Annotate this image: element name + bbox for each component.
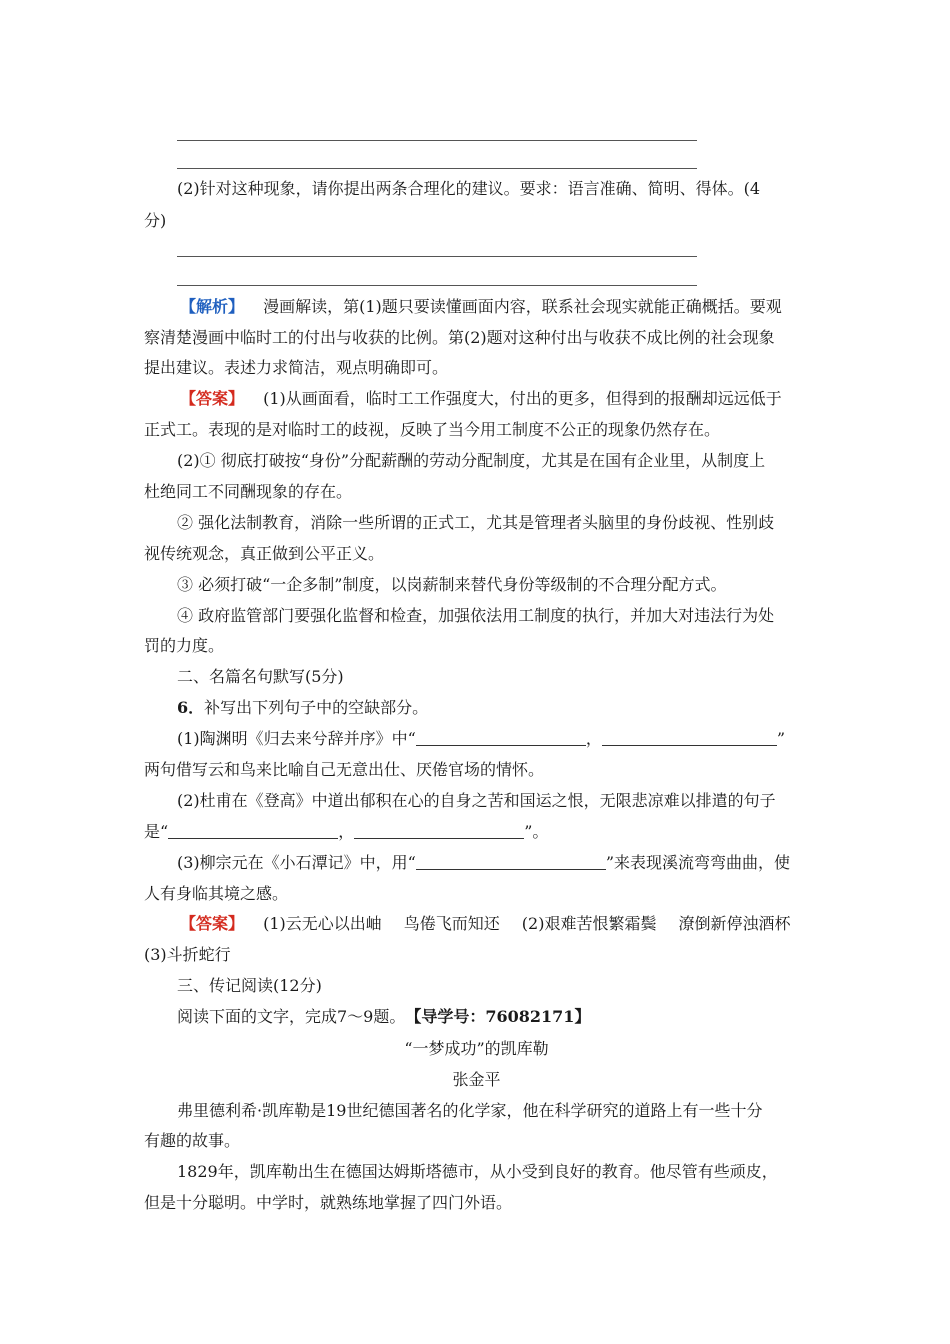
section-heading: 三、传记阅读(12分): [177, 976, 322, 995]
question-6: 6．补写出下列句子中的空缺部分。: [177, 698, 429, 717]
fill-blank[interactable]: [354, 822, 524, 839]
answer-line[interactable]: [177, 140, 697, 141]
analysis-line: 察清楚漫画中临时工的付出与收获的比例。第(2)题对这种付出与收获不成比例的社会现象: [144, 328, 775, 347]
article-paragraph: 有趣的故事。: [144, 1131, 241, 1150]
analysis-tag: 【解析】: [180, 297, 245, 316]
question-6-item-3: (3)柳宗元在《小石潭记》中，用“ ”来表现溪流弯弯曲曲，使: [177, 853, 791, 872]
analysis-line: 【解析】 漫画解读，第(1)题只要读懂画面内容，联系社会现实就能正确概括。要观: [180, 297, 782, 316]
question-5-part-2-cont: 分): [144, 211, 167, 230]
fill-blank[interactable]: [416, 853, 606, 870]
guide-number: 【导学号：76082171】: [413, 1007, 591, 1026]
answer-tag: 【答案】: [180, 389, 245, 408]
fill-blank[interactable]: [168, 822, 338, 839]
analysis-line: 提出建议。表述力求简洁，观点明确即可。: [144, 358, 449, 377]
answer-line-text: 罚的力度。: [144, 636, 225, 655]
answer-line-text: 正式工。表现的是对临时工的歧视，反映了当今用工制度不公正的现象仍然存在。: [144, 420, 721, 439]
question-6-item-1: (1)陶渊明《归去来兮辞并序》中“ ， ”: [177, 729, 786, 748]
question-5-part-2: (2)针对这种现象，请你提出两条合理化的建议。要求：语言准确、简明、得体。(4: [177, 179, 761, 198]
answer-line[interactable]: [177, 285, 697, 286]
article-author: 张金平: [452, 1070, 501, 1089]
question-6-item-3-cont: 人有身临其境之感。: [144, 884, 289, 903]
question-6-item-1-cont: 两句借写云和鸟来比喻自己无意出仕、厌倦官场的情怀。: [144, 760, 545, 779]
article-paragraph: 1829年，凯库勒出生在德国达姆斯塔德市，从小受到良好的教育。他尽管有些顽皮，: [177, 1162, 778, 1181]
question-6-item-2: (2)杜甫在《登高》中道出郁积在心的自身之苦和国运之恨，无限悲凉难以排遣的句子: [177, 791, 776, 810]
answer-tag: 【答案】: [180, 914, 245, 933]
section-heading: 二、名篇名句默写(5分): [177, 667, 344, 686]
answer-line-text: (2)① 彻底打破按“身份”分配薪酬的劳动分配制度，尤其是在国有企业里，从制度上: [177, 451, 766, 470]
answer-line-text: ② 强化法制教育，消除一些所谓的正式工，尤其是管理者头脑里的身份歧视、性别歧: [177, 513, 775, 532]
article-paragraph: 弗里德利希·凯库勒是19世纪德国著名的化学家，他在科学研究的道路上有一些十分: [177, 1101, 763, 1120]
answer-line-text: 视传统观念，真正做到公平正义。: [144, 544, 385, 563]
answer-line-text: ③ 必须打破“一企多制”制度，以岗薪制来替代身份等级制的不合理分配方式。: [177, 575, 727, 594]
fill-blank[interactable]: [602, 729, 777, 746]
answer-line-text: 【答案】 (1)云无心以出岫 鸟倦飞而知还 (2)艰难苦恨繁霜鬓 潦倒新停浊酒杯: [180, 914, 791, 933]
answer-line-text: 【答案】 (1)从画面看，临时工工作强度大，付出的更多，但得到的报酬却远远低于: [180, 389, 782, 408]
answer-line-text: 杜绝同工不同酬现象的存在。: [144, 482, 353, 501]
article-paragraph: 但是十分聪明。中学时，就熟练地掌握了四门外语。: [144, 1193, 513, 1212]
answer-line[interactable]: [177, 256, 697, 257]
question-number: 6．: [177, 698, 205, 717]
article-title: “一梦成功”的凯库勒: [404, 1039, 549, 1058]
fill-blank[interactable]: [416, 729, 586, 746]
reading-intro: 阅读下面的文字，完成7～9题。 【导学号：76082171】: [177, 1007, 591, 1026]
answer-line[interactable]: [177, 168, 697, 169]
question-6-item-2-cont: 是“ ， ”。: [144, 822, 549, 841]
answer-line-text: (3)斗折蛇行: [144, 945, 231, 964]
answer-line-text: ④ 政府监管部门要强化监督和检查，加强依法用工制度的执行，并加大对违法行为处: [177, 606, 775, 625]
